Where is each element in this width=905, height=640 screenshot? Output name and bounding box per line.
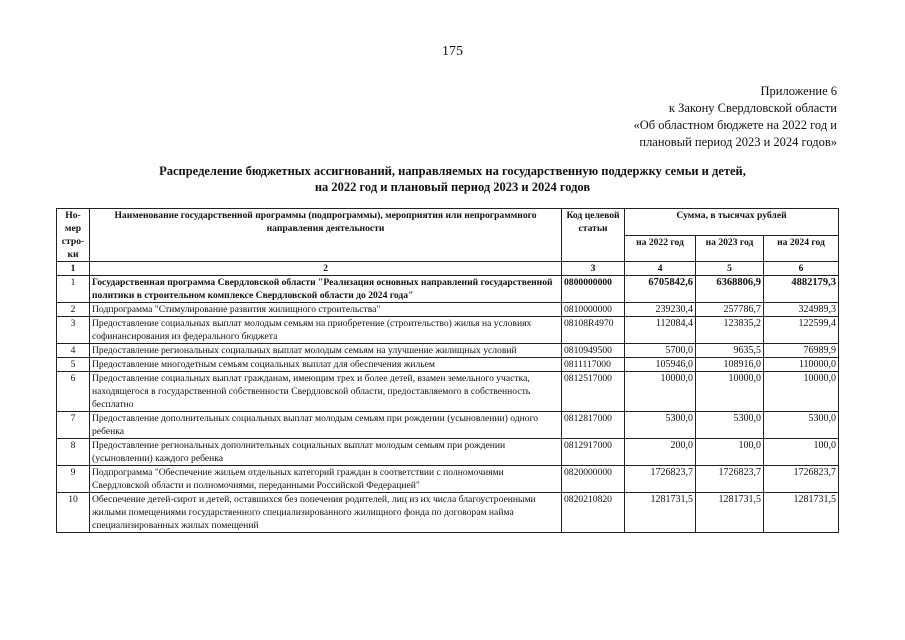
- column-number: 5: [696, 262, 764, 276]
- header-row-number: Но-мер стро-ки: [57, 209, 90, 262]
- row-value-2024: 324989,3: [764, 303, 839, 317]
- row-name: Обеспечение детей-сирот и детей, оставшихся без попечения родителей, лиц из их числа благоустроенными жилыми помещениями государственного специализированного жилищного фонда по договорам найма специализированных жилых помещений: [90, 493, 562, 533]
- row-number: 6: [57, 372, 90, 412]
- header-name: Наименование государственной программы (подпрограммы), мероприятия или непрограммного направления деятельности: [90, 209, 562, 262]
- table-row: [57, 439, 839, 466]
- row-number: 10: [57, 493, 90, 533]
- row-value-2024: 4882179,3: [764, 276, 839, 303]
- row-name: Предоставление дополнительных социальных выплат молодым семьям при рождении (усыновлении) одного ребенка: [90, 412, 562, 439]
- row-number: 4: [57, 344, 90, 358]
- row-value-2023: 5300,0: [696, 412, 764, 439]
- title-line: на 2022 год и плановый период 2023 и 2024 годов: [314, 180, 591, 194]
- page-number: 175: [442, 44, 463, 59]
- row-value-2023: 123835,2: [696, 317, 764, 344]
- row-code: 0812917000: [562, 439, 625, 466]
- row-value-2023: 257786,7: [696, 303, 764, 317]
- title-line: Распределение бюджетных ассигнований, направляемых на государственную поддержку семьи и детей,: [159, 164, 746, 178]
- row-value-2022: 112084,4: [625, 317, 696, 344]
- row-value-2022: 200,0: [625, 439, 696, 466]
- row-code: 0810949500: [562, 344, 625, 358]
- row-name: Предоставление многодетным семьям социальных выплат для обеспечения жильем: [90, 358, 562, 372]
- appendix-line: к Закону Свердловской области: [668, 101, 837, 115]
- row-value-2023: 6368806,9: [696, 276, 764, 303]
- row-value-2024: 110000,0: [764, 358, 839, 372]
- row-code: 08108R4970: [562, 317, 625, 344]
- row-name: Предоставление региональных дополнительных социальных выплат молодым семьям при рождении (усыновлении) каждого ребенка: [90, 439, 562, 466]
- table-row: [57, 412, 839, 439]
- column-number-row: [57, 262, 839, 276]
- table-row: [57, 276, 839, 303]
- row-number: 3: [57, 317, 90, 344]
- row-value-2023: 10000,0: [696, 372, 764, 412]
- row-value-2022: 239230,4: [625, 303, 696, 317]
- row-value-2023: 1281731,5: [696, 493, 764, 533]
- row-code: 0812817000: [562, 412, 625, 439]
- header-code: Код целевой статьи: [562, 209, 625, 262]
- row-value-2023: 108916,0: [696, 358, 764, 372]
- row-value-2022: 1281731,5: [625, 493, 696, 533]
- row-name: Государственная программа Свердловской области "Реализация основных направлений государственной политики в строительном комплексе Свердловской области до 2024 года": [90, 276, 562, 303]
- column-number: 6: [764, 262, 839, 276]
- appendix-line: Приложение 6: [760, 84, 837, 98]
- row-value-2023: 100,0: [696, 439, 764, 466]
- table-row: [57, 303, 839, 317]
- row-code: 0820210820: [562, 493, 625, 533]
- row-value-2023: 9635,5: [696, 344, 764, 358]
- row-name: Предоставление социальных выплат гражданам, имеющим трех и более детей, взамен земельного участка, находящегося в государственной собственности Свердловской области, предоставляемого в собственность бесплатно: [90, 372, 562, 412]
- budget-table: [56, 208, 839, 533]
- row-value-2022: 1726823,7: [625, 466, 696, 493]
- row-number: 7: [57, 412, 90, 439]
- row-value-2024: 76989,9: [764, 344, 839, 358]
- table-row: [57, 466, 839, 493]
- table-row: [57, 344, 839, 358]
- row-value-2022: 5700,0: [625, 344, 696, 358]
- row-value-2022: 10000,0: [625, 372, 696, 412]
- column-number: 4: [625, 262, 696, 276]
- appendix-note: [633, 83, 837, 151]
- table-row: [57, 317, 839, 344]
- table-row: [57, 493, 839, 533]
- row-value-2024: 100,0: [764, 439, 839, 466]
- row-value-2022: 6705842,6: [625, 276, 696, 303]
- row-value-2022: 5300,0: [625, 412, 696, 439]
- row-code: 0800000000: [562, 276, 625, 303]
- row-value-2024: 10000,0: [764, 372, 839, 412]
- row-value-2024: 122599,4: [764, 317, 839, 344]
- row-name: Предоставление социальных выплат молодым семьям на приобретение (строительство) жилья на условиях софинансирования из федерального бюджета: [90, 317, 562, 344]
- row-code: 0820000000: [562, 466, 625, 493]
- row-number: 1: [57, 276, 90, 303]
- row-value-2024: 1726823,7: [764, 466, 839, 493]
- row-number: 9: [57, 466, 90, 493]
- row-name: Предоставление региональных социальных выплат молодым семьям на улучшение жилищных условий: [90, 344, 562, 358]
- table-row: [57, 372, 839, 412]
- row-number: 8: [57, 439, 90, 466]
- header-2022: на 2022 год: [625, 235, 696, 262]
- row-value-2023: 1726823,7: [696, 466, 764, 493]
- appendix-line: «Об областном бюджете на 2022 год и: [633, 118, 837, 132]
- row-value-2022: 105946,0: [625, 358, 696, 372]
- row-code: 0811117000: [562, 358, 625, 372]
- row-name: Подпрограмма "Обеспечение жильем отдельных категорий граждан в соответствии с полномочиями Свердловской области и полномочиями, переданными Российской Федерацией": [90, 466, 562, 493]
- column-number: 2: [90, 262, 562, 276]
- document-title: [0, 163, 905, 195]
- row-code: 0812517000: [562, 372, 625, 412]
- row-value-2024: 5300,0: [764, 412, 839, 439]
- row-code: 0810000000: [562, 303, 625, 317]
- appendix-line: плановый период 2023 и 2024 годов»: [639, 135, 837, 149]
- header-2023: на 2023 год: [696, 235, 764, 262]
- header-2024: на 2024 год: [764, 235, 839, 262]
- table-row: [57, 358, 839, 372]
- row-number: 5: [57, 358, 90, 372]
- row-value-2024: 1281731,5: [764, 493, 839, 533]
- column-number: 1: [57, 262, 90, 276]
- row-number: 2: [57, 303, 90, 317]
- row-name: Подпрограмма "Стимулирование развития жилищного строительства": [90, 303, 562, 317]
- column-number: 3: [562, 262, 625, 276]
- header-sum: Сумма, в тысячах рублей: [625, 209, 839, 236]
